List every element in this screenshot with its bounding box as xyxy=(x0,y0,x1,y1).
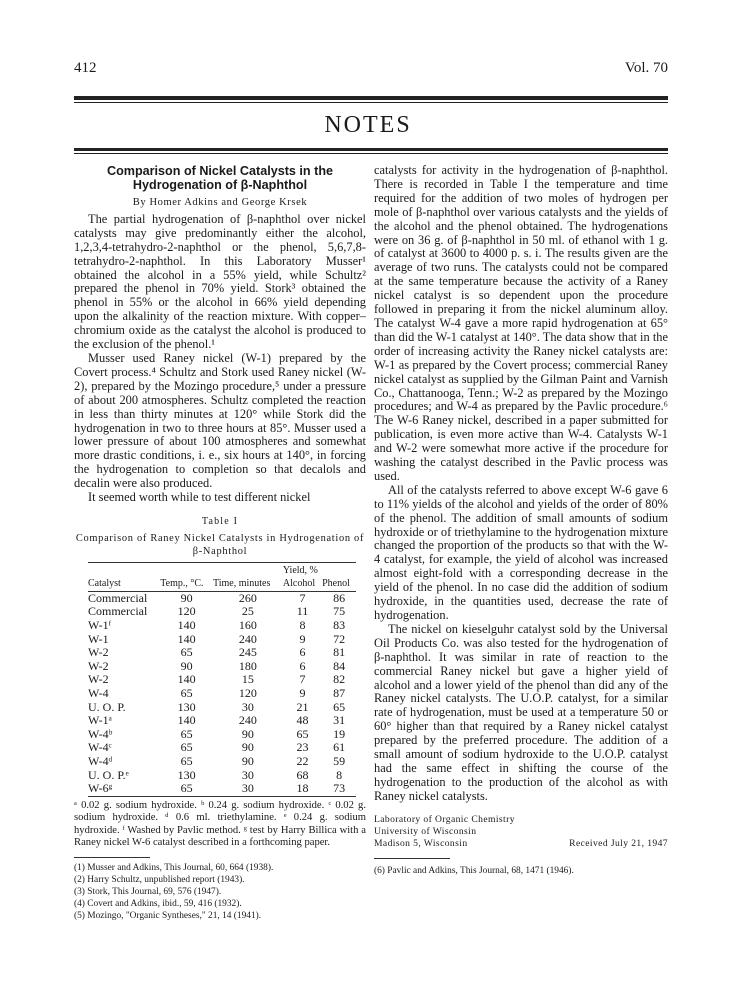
table-row xyxy=(88,605,356,619)
cell-alcohol: 8 xyxy=(299,618,306,633)
cell-temp: 130 xyxy=(177,699,196,714)
affiliation-line: Madison 5, Wisconsin xyxy=(374,837,468,849)
volume-label: Vol. 70 xyxy=(624,60,668,76)
table-row xyxy=(88,701,356,715)
header-phenol: Phenol xyxy=(322,576,356,592)
table-row xyxy=(88,782,356,796)
cell-time: 30 xyxy=(241,699,254,714)
section-title: NOTES xyxy=(324,112,412,138)
header-alcohol: Alcohol xyxy=(283,576,322,592)
cell-time: 240 xyxy=(238,631,257,646)
cell-phenol: 84 xyxy=(333,658,346,673)
cell-temp: 65 xyxy=(180,753,193,768)
cell-time: 25 xyxy=(241,604,254,619)
cell-alcohol: 18 xyxy=(283,782,322,796)
affiliation-line: University of Wisconsin xyxy=(374,825,477,837)
cell-temp: 130 xyxy=(177,767,196,782)
reference-item: (1) Musser and Adkins, This Journal, 60, 664 (1938). xyxy=(74,863,274,874)
cell-time: 160 xyxy=(238,618,257,633)
affiliation-line: Laboratory of Organic Chemistry xyxy=(374,813,515,825)
cell-temp: 65 xyxy=(180,686,193,700)
cell-catalyst: W-2 xyxy=(88,658,109,673)
cell-temp: 90 xyxy=(180,658,193,673)
cell-phenol: 75 xyxy=(333,604,346,619)
header-rule-thick xyxy=(74,96,668,100)
cell-phenol: 61 xyxy=(333,740,346,755)
cell-phenol: 72 xyxy=(333,631,346,646)
cell-temp: 65 xyxy=(180,645,193,660)
reference-item: (6) Pavlic and Adkins, This Journal, 68, 1471 (1946). xyxy=(374,865,574,876)
cell-phenol: 82 xyxy=(333,672,346,687)
header-rule-thin xyxy=(74,102,668,103)
reference-item: (5) Mozingo, "Organic Syntheses," 21, 14 (1941). xyxy=(74,911,262,922)
paragraph: All of the catalysts referred to above except W-6 gave 6 to 11% yields of the alcohol and yields of the order of 80% of the phenol. The addition of small amounts of sodium hydroxide or of triethylamine to the hydrogenation mixture changed the proportion of the products so that with the W-4 catalyst, for example, the yield of alcohol was increased almost eight-fold with a corresponding decrease in the yield of the phenol. In no case did the addition of sodium hydroxide, in the quantities used, decrease the rate of hydrogenation. xyxy=(374,482,668,622)
cell-time: 15 xyxy=(241,672,254,687)
cell-phenol: 87 xyxy=(333,686,346,700)
cell-catalyst: Commercial xyxy=(88,604,148,619)
cell-catalyst: W-1ᶠ xyxy=(88,618,112,633)
cell-alcohol: 68 xyxy=(296,767,309,782)
table-row xyxy=(88,728,356,742)
cell-time: 180 xyxy=(238,658,257,673)
cell-phenol: 73 xyxy=(322,782,356,796)
section-rule-thick xyxy=(74,148,668,151)
cell-alcohol: 48 xyxy=(296,713,309,728)
cell-alcohol: 7 xyxy=(299,590,306,605)
cell-temp: 140 xyxy=(177,672,196,687)
cell-time: 90 xyxy=(241,726,254,741)
cell-phenol: 31 xyxy=(333,713,346,728)
table-label: Table I xyxy=(201,515,239,527)
table-row xyxy=(88,646,356,660)
footnote-rule xyxy=(374,858,450,859)
table-row xyxy=(88,591,356,605)
header-yield: Yield, % xyxy=(282,564,318,576)
footnote-rule xyxy=(74,857,150,858)
table-row xyxy=(88,633,356,647)
page-number: 412 xyxy=(74,60,97,76)
cell-alcohol: 7 xyxy=(299,672,306,687)
cell-temp: 65 xyxy=(160,782,213,796)
cell-catalyst: W-4 xyxy=(88,686,109,700)
cell-alcohol: 22 xyxy=(296,753,309,768)
cell-catalyst: W-4ᶜ xyxy=(88,740,112,755)
cell-time: 30 xyxy=(213,782,283,796)
reference-item: (2) Harry Schultz, unpublished report (1943). xyxy=(74,875,245,886)
page-header xyxy=(74,60,668,80)
cell-phenol: 83 xyxy=(333,618,346,633)
cell-phenol: 86 xyxy=(333,590,346,605)
right-column xyxy=(374,164,668,877)
cell-catalyst: W-1 xyxy=(88,631,109,646)
cell-catalyst: W-4ᵇ xyxy=(88,726,113,741)
table-row xyxy=(88,714,356,728)
cell-time: 245 xyxy=(238,645,257,660)
table-row xyxy=(88,687,356,701)
cell-time: 120 xyxy=(238,686,257,700)
cell-time: 90 xyxy=(241,740,254,755)
results-table xyxy=(88,562,356,797)
cell-temp: 140 xyxy=(177,618,196,633)
section-rule-thin xyxy=(74,153,668,154)
references xyxy=(74,862,366,922)
table-row xyxy=(88,660,356,674)
paragraph: The nickel on kieselguhr catalyst sold by the Universal Oil Products Co. was also tested for the hydrogenation of β-naphthol. It was similar in rate of reaction to the commercial Raney nickel but gave a higher yield of alcohol and a lower yield of the phenol than did any of the Raney nickel catalysts. The U.O.P. catalyst, for a similar rate of hydrogenation, must be used at a temperature 50 or 60° higher than that required by a Raney nickel catalyst prepared by the preferred procedure. The addition of a small amount of sodium hydroxide to the U.O.P. catalyst had the same effect in shifting the course of the hydrogenation to the production of the alcohol as with Raney nickel catalysts. xyxy=(374,621,668,803)
table-footnotes: ᵃ 0.02 g. sodium hydroxide. ᵇ 0.24 g. sodium hydroxide. ᶜ 0.02 g. sodium hydroxide. ᵈ 0.6 ml. triethylamine. ᵉ 0.24 g. sodium hydroxide. ᶠ Washed by Pavlic method. ᵍ test by Harry Billica with a Raney nickel W-6 catalyst described in a forthcoming paper. xyxy=(74,799,366,848)
cell-alcohol: 6 xyxy=(299,658,306,673)
cell-alcohol: 9 xyxy=(299,686,306,700)
cell-catalyst: W-2 xyxy=(88,645,109,660)
paragraph: It seemed worth while to test different nickel xyxy=(88,490,311,505)
header-time: Time, minutes xyxy=(213,562,283,591)
cell-temp: 65 xyxy=(180,740,193,755)
paragraph: The partial hydrogenation of β-naphthol over nickel catalysts may give predominantly either the alcohol, 1,2,3,4-tetrahydro-2-naphthol or the phenol, 5,6,7,8-tetrahydro-2-naphthol. In this Laboratory Musser¹ obtained the alcohol in a 55% yield, while Schultz² prepared the phenol in 70% yield. Stork³ obtained the phenol in 55% or the alcohol in 66% yield depending upon the alkalinity of the reaction mixture. With copper–chromium oxide as the catalyst the alcohol is produced to the exclusion of the phenol.¹ xyxy=(74,211,366,352)
table-row xyxy=(88,769,356,783)
reference-item: (4) Covert and Adkins, ibid., 59, 416 (1932). xyxy=(74,899,242,910)
cell-alcohol: 23 xyxy=(296,740,309,755)
left-column xyxy=(74,164,366,922)
cell-catalyst: Commercial xyxy=(88,590,148,605)
cell-catalyst: U. O. P.ᵉ xyxy=(88,767,129,782)
reference-item: (3) Stork, This Journal, 69, 576 (1947). xyxy=(74,887,222,898)
cell-time: 240 xyxy=(238,713,257,728)
cell-catalyst: W-1ᵃ xyxy=(88,713,112,728)
table-row xyxy=(88,673,356,687)
cell-catalyst: W-6ᵍ xyxy=(88,782,160,796)
cell-temp: 90 xyxy=(180,590,193,605)
cell-alcohol: 65 xyxy=(296,726,309,741)
cell-phenol: 8 xyxy=(336,767,343,782)
paragraph: catalysts for activity in the hydrogenation of β-naphthol. There is recorded in Table I the temperature and time required for the addition of two moles of hydrogen per mole of β-naphthol over various catalysts and the yields of the alcohol and the phenol obtained. The hydrogenations were on 36 g. of β-naphthol in 50 ml. of ethanol with 1 g. of catalyst at 3600 to 4000 p. s. i. The results given are the average of two runs. The catalysts could not be compared at the same temperature because the activity of a Raney nickel catalyst is so dependent upon the procedure followed in preparing it from the nickel aluminum alloy. The catalyst W-4 gave a more rapid hydrogenation at 65° than did the W-1 catalyst at 140°. The data show that in the order of increasing activity the Raney nickel catalysts are: W-1 as prepared by the Covert process; commercial Raney nickel catalyst as supplied by the Gilman Paint and Varnish Co., Chattanooga, Tenn.; W-2 as prepared by the Mozingo procedures; and W-4 as prepared by the Pavlic procedure.⁶ The W-6 Raney nickel, described in a paper submitted for publication, is even more active than W-4. Catalysts W-1 and W-2 were somewhat more active if the procedure for washing the catalyst described in the Pavlic process was used. xyxy=(374,163,668,483)
table-row xyxy=(88,755,356,769)
cell-time: 30 xyxy=(241,767,254,782)
cell-time: 260 xyxy=(238,590,257,605)
cell-temp: 140 xyxy=(177,631,196,646)
cell-temp: 140 xyxy=(177,713,196,728)
table-row xyxy=(88,741,356,755)
article-title: Comparison of Nickel Catalysts in the Hydrogenation of β-Naphthol xyxy=(106,164,334,192)
cell-alcohol: 21 xyxy=(296,699,309,714)
cell-phenol: 81 xyxy=(333,645,346,660)
cell-phenol: 19 xyxy=(333,726,346,741)
header-temp: Temp., °C. xyxy=(160,562,213,591)
cell-temp: 65 xyxy=(180,726,193,741)
cell-catalyst: W-4ᵈ xyxy=(88,753,113,768)
received-date: Received July 21, 1947 xyxy=(569,837,668,849)
cell-catalyst: W-2 xyxy=(88,672,109,687)
cell-catalyst: U. O. P. xyxy=(88,699,126,714)
table-row xyxy=(88,619,356,633)
article-authors: By Homer Adkins and George Krsek xyxy=(132,197,308,208)
cell-temp: 120 xyxy=(177,604,196,619)
cell-time: 90 xyxy=(241,753,254,768)
cell-alcohol: 6 xyxy=(299,645,306,660)
affiliation xyxy=(374,814,668,850)
cell-alcohol: 9 xyxy=(299,631,306,646)
cell-alcohol: 11 xyxy=(296,604,309,619)
paragraph: Musser used Raney nickel (W-1) prepared by the Covert process.⁴ Schultz and Stork used Raney nickel (W-2), prepared by the Mozingo procedure,⁵ under a pressure of about 200 atmospheres. Schultz completed the reaction in less than thirty minutes at 120° while Stork did the hydrogenation in two to three hours at 85°. Musser used a lower pressure of about 100 atmospheres and somewhat more drastic conditions, i. e., six hours at 140°, in forcing the hydrogenation to completion so that decalols and decalin were also produced. xyxy=(74,350,366,491)
header-catalyst: Catalyst xyxy=(88,562,160,591)
cell-phenol: 65 xyxy=(333,699,346,714)
cell-phenol: 59 xyxy=(333,753,346,768)
table-caption: Comparison of Raney Nickel Catalysts in Hydrogenation of β-Naphthol xyxy=(75,532,365,557)
